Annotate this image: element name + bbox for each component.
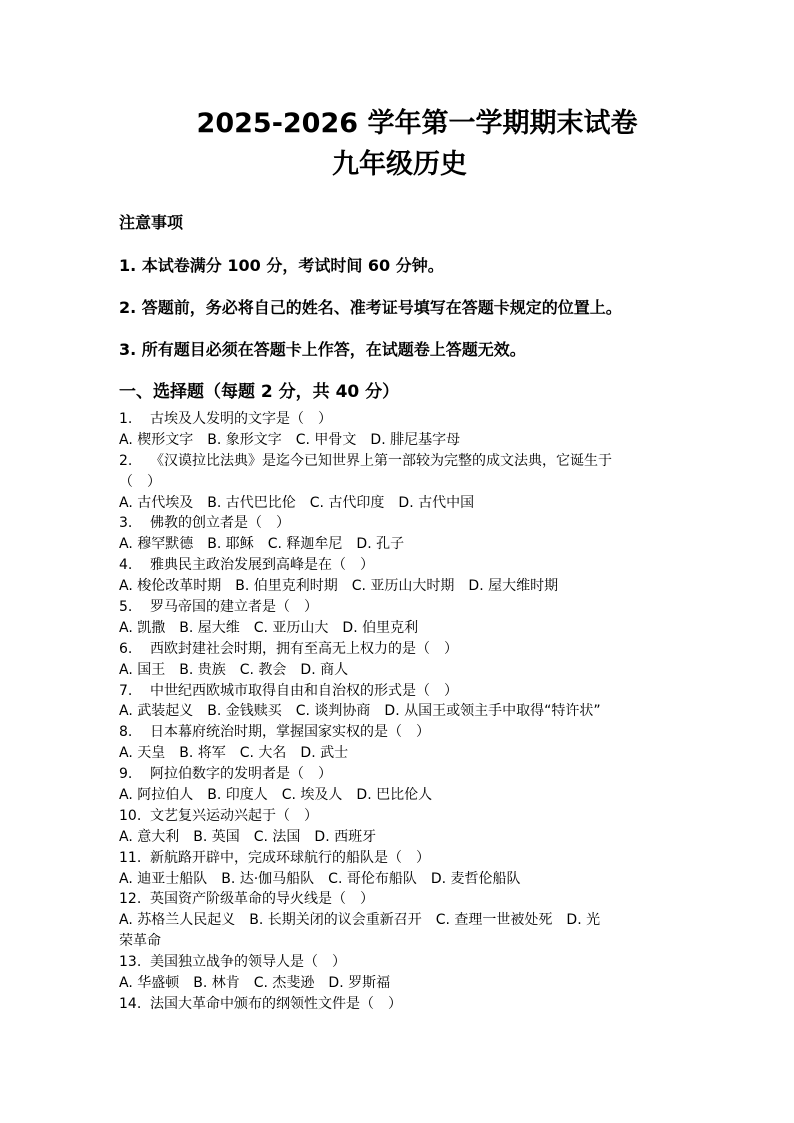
question-stem xyxy=(119,848,699,869)
notice-item: 3. 所有题目必须在答题卡上作答，在试题卷上答题无效。 xyxy=(119,340,526,359)
question-text: 新航路开辟中，完成环球航行的船队是（ ） xyxy=(150,849,430,866)
question-number: 13. xyxy=(119,954,142,971)
question-stem xyxy=(119,722,699,743)
question-text: 雅典民主政治发展到高峰是在（ ） xyxy=(150,557,374,574)
question-number: 14. xyxy=(119,995,142,1012)
question-stem xyxy=(119,513,699,534)
question-stem xyxy=(119,681,699,702)
question-number: 7. xyxy=(119,682,133,699)
question-stem xyxy=(119,952,699,973)
question-options: A. 华盛顿 B. 林肯 C. 杰斐逊 D. 罗斯福 xyxy=(119,975,391,992)
question-text: 《汉谟拉比法典》是迄今已知世界上第一部较为完整的成文法典，它诞生于 xyxy=(150,452,612,469)
question-stem xyxy=(119,555,699,576)
question-number: 12. xyxy=(119,891,142,908)
question-number: 3. xyxy=(119,515,133,532)
question-options: A. 武装起义 B. 金钱赎买 C. 谈判协商 D. 从国王或领主手中取得“特许状” xyxy=(119,703,601,720)
question-options: A. 穆罕默德 B. 耶稣 C. 释迦牟尼 D. 孔子 xyxy=(119,536,405,553)
question-text: 日本幕府统治时期，掌握国家实权的是（ ） xyxy=(150,724,430,741)
question-stem xyxy=(119,764,699,785)
exam-subtitle: 九年级历史 xyxy=(332,149,467,180)
question-options: A. 迪亚士船队 B. 达·伽马船队 C. 哥伦布船队 D. 麦哲伦船队 xyxy=(119,870,521,887)
notice-item: 1. 本试卷满分 100 分，考试时间 60 分钟。 xyxy=(119,256,444,275)
exam-title: 2025-2026 学年第一学期期末试卷 xyxy=(196,108,638,139)
question-number: 8. xyxy=(119,724,133,741)
section-heading: 一、选择题（每题 2 分，共 40 分） xyxy=(119,382,400,402)
question-stem xyxy=(119,889,699,910)
question-number: 2. xyxy=(119,452,133,469)
question-stem-continued: （ ） xyxy=(119,473,161,490)
question-number: 4. xyxy=(119,557,133,574)
question-number: 10. xyxy=(119,807,142,824)
question-list xyxy=(119,409,699,1015)
notice-heading: 注意事项 xyxy=(119,213,184,232)
question-text: 古埃及人发明的文字是（ ） xyxy=(150,411,332,427)
question-stem xyxy=(119,597,699,618)
question-number: 1. xyxy=(119,411,133,427)
question-text: 文艺复兴运动兴起于（ ） xyxy=(150,807,318,824)
question-options: A. 楔形文字 B. 象形文字 C. 甲骨文 D. 腓尼基字母 xyxy=(119,431,461,448)
question-number: 11. xyxy=(119,849,142,866)
question-number: 9. xyxy=(119,766,133,783)
question-text: 佛教的创立者是（ ） xyxy=(150,515,290,532)
question-options: A. 意大利 B. 英国 C. 法国 D. 西班牙 xyxy=(119,828,377,845)
question-options: A. 阿拉伯人 B. 印度人 C. 埃及人 D. 巴比伦人 xyxy=(119,787,433,804)
question-stem xyxy=(119,994,699,1015)
question-number: 6. xyxy=(119,640,133,657)
question-text: 英国资产阶级革命的导火线是（ ） xyxy=(150,891,374,908)
question-stem xyxy=(119,451,699,472)
question-options: A. 梭伦改革时期 B. 伯里克利时期 C. 亚历山大时期 D. 屋大维时期 xyxy=(119,578,559,595)
question-options-continued: 荣革命 xyxy=(119,933,161,950)
question-options: A. 苏格兰人民起义 B. 长期关闭的议会重新召开 C. 查理一世被处死 D. 光 xyxy=(119,912,601,929)
question-text: 中世纪西欧城市取得自由和自治权的形式是（ ） xyxy=(150,682,458,699)
question-stem xyxy=(119,806,699,827)
question-stem xyxy=(119,639,699,660)
question-stem xyxy=(119,409,699,430)
question-number: 5. xyxy=(119,599,133,616)
notice-item: 2. 答题前，务必将自己的姓名、准考证号填写在答题卡规定的位置上。 xyxy=(119,298,622,317)
question-options: A. 国王 B. 贵族 C. 教会 D. 商人 xyxy=(119,661,349,678)
question-text: 法国大革命中颁布的纲领性文件是（ ） xyxy=(150,995,402,1012)
question-text: 罗马帝国的建立者是（ ） xyxy=(150,599,318,616)
question-text: 阿拉伯数字的发明者是（ ） xyxy=(150,766,332,783)
question-options: A. 古代埃及 B. 古代巴比伦 C. 古代印度 D. 古代中国 xyxy=(119,494,475,511)
question-text: 西欧封建社会时期，拥有至高无上权力的是（ ） xyxy=(150,640,458,657)
question-text: 美国独立战争的领导人是（ ） xyxy=(150,954,346,971)
question-options: A. 凯撒 B. 屋大维 C. 亚历山大 D. 伯里克利 xyxy=(119,619,419,636)
question-options: A. 天皇 B. 将军 C. 大名 D. 武士 xyxy=(119,745,349,762)
